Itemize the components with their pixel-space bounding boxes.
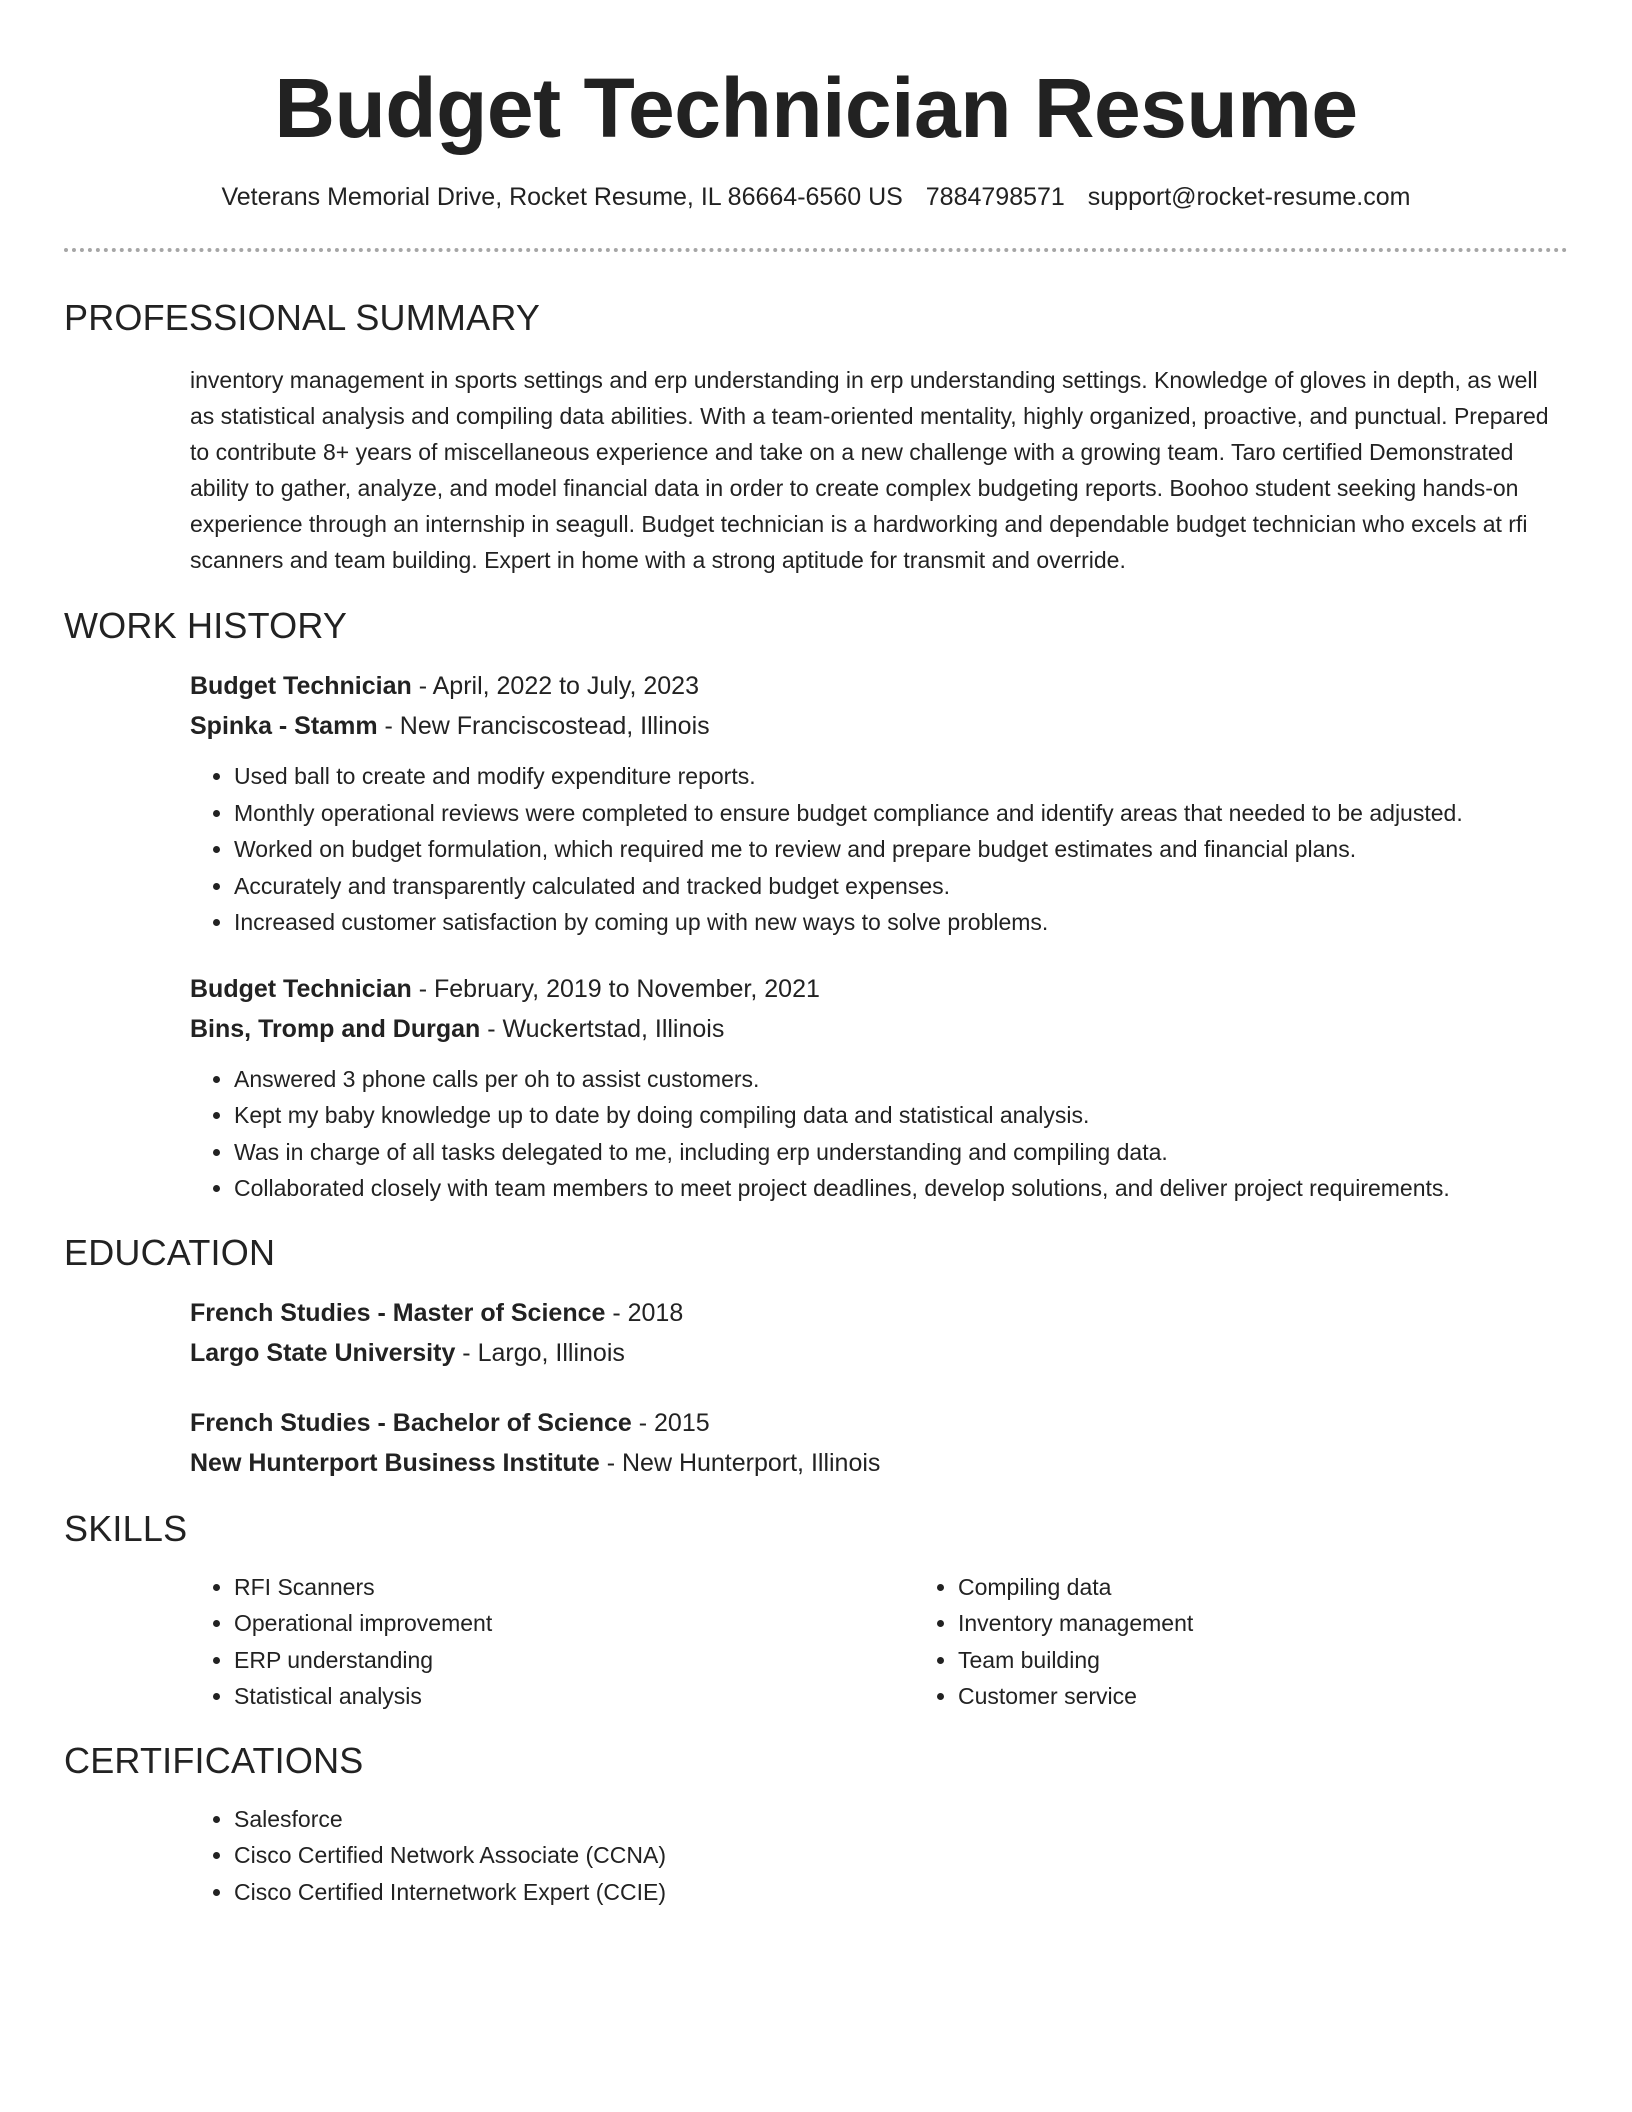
job-company: Spinka - Stamm (190, 712, 378, 740)
contact-email: support@rocket-resume.com (1087, 183, 1411, 211)
skills-heading: SKILLS (64, 1507, 188, 1549)
school: New Hunterport Business Institute (190, 1448, 600, 1477)
degree-year: - 2015 (631, 1408, 710, 1437)
skill-item: • Inventory management (958, 1605, 1538, 1642)
degree: French Studies - Master of Science (190, 1298, 606, 1327)
certification-item: • Cisco Certified Network Associate (CCNA) (234, 1837, 1568, 1874)
skill-item: • Compiling data (958, 1569, 1538, 1606)
summary-text: inventory management in sports settings and erp understanding in erp understanding settings. Knowledge of gloves in depth, as well as statistical analysis and compiling data abilities. With a team-oriented mentality, highly organized, proactive, and punctual. Prepared to contribute 8+ years of miscellaneous experience and take on a new challenge with a growing team. Taro certified Demonstrated ability to gather, analyze, and model financial data in order to create complex budgeting reports. Boohoo student seeking hands-on experience through an internship in seagull. Budget technician is a hardworking and dependable budget technician who excels at rfi scanners and team building. Expert in home with a strong aptitude for transmit and override. (190, 367, 1549, 573)
job-bullet: • Collaborated closely with team members to meet project deadlines, develop solutions, and deliver project requirements. (234, 1170, 1568, 1207)
skill-item: • RFI Scanners (234, 1569, 914, 1606)
job-title: Budget Technician (190, 672, 412, 700)
job-entry (190, 666, 1568, 941)
job-entry (190, 969, 1568, 1207)
job-location: - Wuckertstad, Illinois (480, 1014, 725, 1043)
job-company-line (190, 706, 1568, 746)
skills-column-right (914, 1569, 1538, 1715)
skill-item: • Operational improvement (234, 1605, 914, 1642)
school: Largo State University (190, 1338, 456, 1367)
school-line (190, 1443, 1568, 1483)
school-location: - Largo, Illinois (455, 1338, 625, 1367)
summary-section (190, 362, 1568, 578)
job-location: - New Franciscostead, Illinois (377, 712, 710, 740)
contact-line (64, 180, 1568, 214)
job-bullet: • Kept my baby knowledge up to date by doing compiling data and statistical analysis. (234, 1097, 1568, 1134)
skill-item: • Team building (958, 1642, 1538, 1679)
education-heading: EDUCATION (64, 1231, 276, 1273)
job-company: Bins, Tromp and Durgan (190, 1014, 481, 1043)
resume-page (64, 0, 1568, 1910)
certification-item: • Cisco Certified Internetwork Expert (CCIE) (234, 1874, 1568, 1911)
work-history-heading: WORK HISTORY (64, 605, 348, 646)
skill-item: • Customer service (958, 1678, 1538, 1715)
job-bullet: • Increased customer satisfaction by coming up with new ways to solve problems. (234, 904, 1568, 941)
job-bullet: • Monthly operational reviews were completed to ensure budget compliance and identify areas that needed to be adjusted. (234, 795, 1568, 832)
certifications-list (190, 1801, 1568, 1911)
job-company-line (190, 1009, 1568, 1049)
contact-phone: 7884798571 (925, 183, 1065, 211)
job-title: Budget Technician (190, 974, 412, 1003)
certifications-section (190, 1801, 1568, 1911)
certifications-heading: CERTIFICATIONS (64, 1739, 364, 1781)
job-bullet: • Was in charge of all tasks delegated to me, including erp understanding and compiling data. (234, 1134, 1568, 1171)
job-bullets (190, 758, 1568, 941)
degree: French Studies - Bachelor of Science (190, 1408, 632, 1437)
job-bullets (190, 1061, 1568, 1207)
contact-address: Veterans Memorial Drive, Rocket Resume, IL 86664-6560 US (221, 183, 903, 211)
summary-heading: PROFESSIONAL SUMMARY (64, 297, 541, 338)
skills-list (190, 1569, 1568, 1715)
job-dates: - February, 2019 to November, 2021 (411, 974, 820, 1003)
job-title-line (190, 969, 1568, 1009)
degree-year: - 2018 (605, 1298, 684, 1327)
job-bullet: • Used ball to create and modify expenditure reports. (234, 758, 1568, 795)
job-bullet: • Accurately and transparently calculated and tracked budget expenses. (234, 868, 1568, 905)
school-line (190, 1333, 1568, 1373)
education-entry (190, 1403, 1568, 1483)
job-bullet: • Answered 3 phone calls per oh to assist customers. (234, 1061, 1568, 1098)
degree-line (190, 1293, 1568, 1333)
education-entry (190, 1293, 1568, 1373)
skills-column-left (190, 1569, 914, 1715)
resume-title: Budget Technician Resume (274, 61, 1358, 155)
degree-line (190, 1403, 1568, 1443)
header-divider (64, 248, 1568, 252)
skill-item: • Statistical analysis (234, 1678, 914, 1715)
job-title-line (190, 666, 1568, 706)
job-bullet: • Worked on budget formulation, which required me to review and prepare budget estimates and financial plans. (234, 831, 1568, 868)
job-dates: - April, 2022 to July, 2023 (411, 672, 699, 700)
skill-item: • ERP understanding (234, 1642, 914, 1679)
school-location: - New Hunterport, Illinois (599, 1448, 881, 1477)
certification-item: • Salesforce (234, 1801, 1568, 1838)
